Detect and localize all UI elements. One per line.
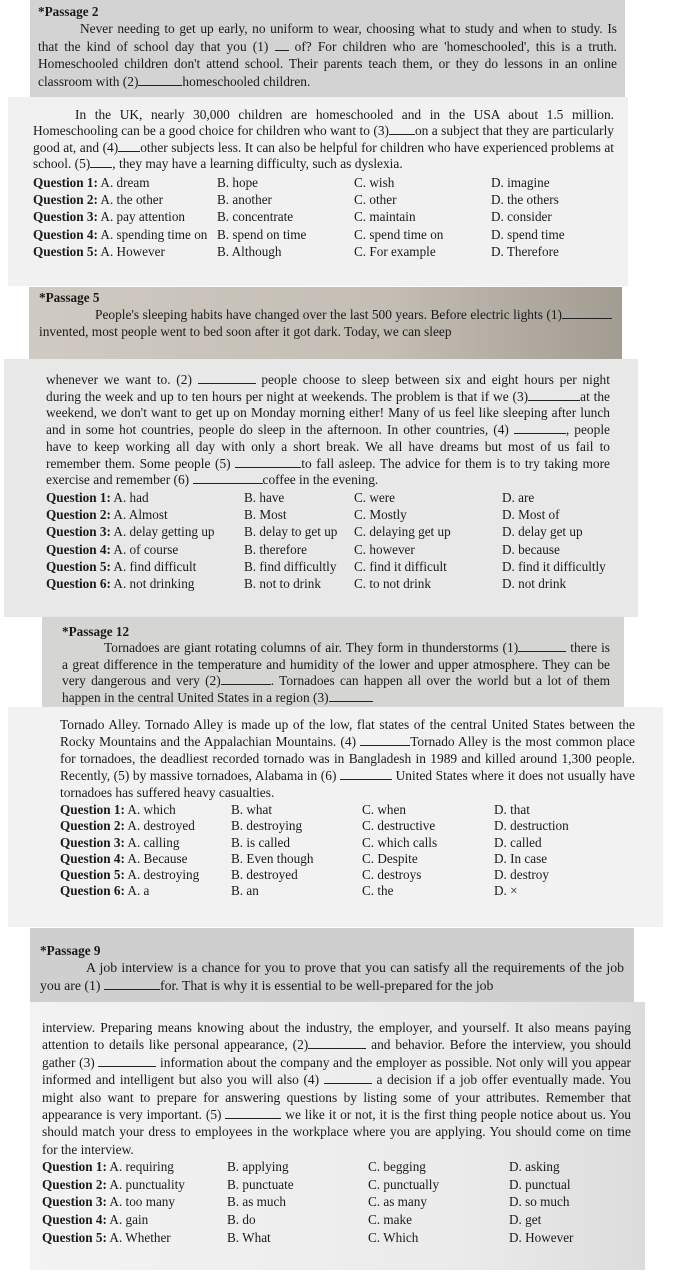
passage9-top-strip xyxy=(30,928,634,1002)
blank-2 xyxy=(138,74,182,86)
option-d: D. are xyxy=(502,489,535,505)
option-c: C. destructive xyxy=(362,818,436,834)
passage2-title: *Passage 2 xyxy=(38,4,99,19)
passage2-intro-text: Never needing to get up early, no uniform to wear, choosing what to study and when to study. Is that the kind of school day that you (1) of? For children who are 'homeschooled', this is a truth. Homeschooled children don't attend school. Their parents teach them, or they do lessons in an online classroom with (2) homeschooled children. xyxy=(38,21,617,89)
option-c: C. begging xyxy=(368,1159,426,1175)
question-row: Question 4: A. Because xyxy=(60,850,188,866)
blank-4 xyxy=(514,422,566,434)
blank-5 xyxy=(90,156,112,168)
option-d: D. spend time xyxy=(491,226,565,242)
passage12-title: *Passage 12 xyxy=(62,624,130,639)
blank-3 xyxy=(389,123,415,135)
question-row: Question 3: A. pay attention xyxy=(33,209,186,225)
option-b: B. do xyxy=(227,1212,256,1228)
question-row: Question 3: A. too many xyxy=(42,1194,175,1210)
question-row: Question 2: A. the other xyxy=(33,192,164,208)
passage2-top-strip xyxy=(30,0,625,97)
blank-6 xyxy=(340,768,392,780)
passage2-bottom-strip xyxy=(8,97,628,286)
question-row: Question 1: A. which xyxy=(60,802,176,817)
passage2-body-text: In the UK, nearly 30,000 children are homeschooled and in the USA about 1.5 million. Homeschooling can be a good choice for children who want to (3) on a subject that they are particularly good at, and (4) other subjects less. It can also be helpful for children who have experienced problems at school. (5) , they may have a learning difficulty, such as dyslexia. xyxy=(33,107,614,172)
option-b: B. therefore xyxy=(244,541,307,557)
question-row: Question 2: A. destroyed xyxy=(60,818,195,834)
option-b: B. Even though xyxy=(231,850,314,866)
passage5-body-text: whenever we want to. (2) people choose to sleep between six and eight hours per night during the week and up to ten hours per night at weekends. The problem is that if we (3) at the weekend, we don't want to get up on Monday morning either! Many of us feel like sleeping after lunch and in some hot countries, people do sleep in the afternoon. In other countries, (4) , people have to keep working all day with only a short break. We all have dreams but most of us fail to remember them. Some people (5) to fall asleep. The advice for them is to try taking more exercise and remember (6) coffee in the evening. xyxy=(46,372,610,488)
option-b: B. Although xyxy=(217,244,282,260)
passage5-title: *Passage 5 xyxy=(39,290,100,305)
option-b: B. hope xyxy=(217,174,259,190)
blank-3 xyxy=(329,690,373,702)
blank-4 xyxy=(118,140,140,152)
option-d: D. get xyxy=(509,1212,542,1228)
passage9-title: *Passage 9 xyxy=(40,943,101,958)
blank-3 xyxy=(98,1055,156,1067)
option-d: D. that xyxy=(494,802,530,817)
option-b: B. an xyxy=(231,883,259,899)
blank-1 xyxy=(104,978,160,990)
option-b: B. destroyed xyxy=(231,867,298,883)
question-row: Question 1: A. requiring xyxy=(42,1159,174,1175)
option-b: B. not to drink xyxy=(244,575,321,591)
option-c: C. as many xyxy=(368,1194,427,1210)
option-c: C. punctually xyxy=(368,1176,440,1192)
blank-4 xyxy=(360,734,410,746)
option-d: D. asking xyxy=(509,1159,560,1175)
option-c: C. find it difficult xyxy=(354,558,447,574)
blank-5 xyxy=(235,456,301,468)
question-row: Question 2: A. punctuality xyxy=(42,1176,185,1192)
option-c: C. to not drink xyxy=(354,575,431,591)
option-b: B. applying xyxy=(227,1159,289,1175)
passage2-questions xyxy=(33,174,614,261)
passage12-top-strip xyxy=(42,617,624,707)
question-row: Question 2: A. Almost xyxy=(46,507,168,523)
option-d: D. Most of xyxy=(502,507,560,523)
passage5-questions xyxy=(46,489,610,592)
question-row: Question 5: A. destroying xyxy=(60,867,200,883)
blank-4 xyxy=(324,1072,372,1084)
option-b: B. What xyxy=(227,1229,271,1245)
option-b: B. destroying xyxy=(231,818,303,834)
question-row: Question 3: A. delay getting up xyxy=(46,524,215,540)
option-d: D. the others xyxy=(491,192,559,208)
option-c: C. delaying get up xyxy=(354,524,451,540)
passage9-bottom-strip xyxy=(30,1002,645,1270)
passage9-questions xyxy=(42,1158,631,1246)
option-c: C. Which xyxy=(368,1229,419,1245)
option-d: D. Therefore xyxy=(491,244,559,260)
passage5-bottom-strip xyxy=(4,359,638,617)
option-b: B. is called xyxy=(231,834,290,850)
option-b: B. Most xyxy=(244,507,287,523)
option-c: C. Mostly xyxy=(354,507,407,523)
passage5-intro-text: People's sleeping habits have changed over the last 500 years. Before electric lights (1) invented, most people went to bed soon after it got dark. Today, we can sleep xyxy=(39,306,612,340)
option-c: C. other xyxy=(354,192,397,208)
passage12-questions xyxy=(60,802,635,900)
option-c: C. Despite xyxy=(362,850,418,866)
question-row: Question 5: A. find difficult xyxy=(46,558,197,574)
option-c: C. maintain xyxy=(354,209,416,225)
option-d: D. destruction xyxy=(494,818,569,834)
question-row: Question 1: A. had xyxy=(46,489,149,505)
option-d: D. destroy xyxy=(494,867,549,883)
option-c: C. which calls xyxy=(362,834,438,850)
option-c: C. make xyxy=(368,1212,412,1228)
option-d: D. find it difficultly xyxy=(502,558,606,574)
passage9-intro-text: A job interview is a chance for you to prove that you can satisfy all the requirements of the job you are (1) for. That is why it is essential to be well-prepared for the job xyxy=(40,960,624,993)
option-c: C. however xyxy=(354,541,415,557)
option-d: D. not drink xyxy=(502,575,567,591)
blank-2 xyxy=(198,372,256,384)
blank-6 xyxy=(193,472,263,484)
question-row: Question 5: A. Whether xyxy=(42,1229,171,1245)
blank-1 xyxy=(275,39,289,51)
question-row: Question 3: A. calling xyxy=(60,834,180,850)
blank-2 xyxy=(308,1037,366,1049)
question-row: Question 4: A. gain xyxy=(42,1212,149,1228)
option-d: D. called xyxy=(494,834,542,850)
option-b: B. what xyxy=(231,802,273,817)
option-b: B. have xyxy=(244,489,285,505)
question-row: Question 4: A. of course xyxy=(46,541,179,557)
option-d: D. However xyxy=(509,1229,574,1245)
option-d: D. consider xyxy=(491,209,552,225)
option-b: B. concentrate xyxy=(217,209,294,225)
question-row: Question 1: A. dream xyxy=(33,174,150,190)
blank-1 xyxy=(518,640,566,652)
option-c: C. spend time on xyxy=(354,226,444,242)
option-d: D. In case xyxy=(494,850,548,866)
option-d: D. × xyxy=(494,883,518,899)
blank-2 xyxy=(221,673,271,685)
question-row: Question 6: A. not drinking xyxy=(46,575,195,591)
option-d: D. so much xyxy=(509,1194,570,1210)
option-c: C. were xyxy=(354,489,396,505)
blank-3 xyxy=(528,389,580,401)
option-b: B. another xyxy=(217,192,272,208)
passage12-intro-text: Tornadoes are giant rotating columns of air. They form in thunderstorms (1) there is a great difference in the temperature and humidity of the lower and upper atmosphere. They can be very dangerous and very (2) . Tornadoes can happen all over the world but a lot of them happen in the central United States in a region (3) xyxy=(62,640,610,705)
option-c: C. destroys xyxy=(362,867,422,883)
blank-1 xyxy=(562,307,612,319)
passage5-top-strip xyxy=(29,287,622,359)
question-row: Question 6: A. a xyxy=(60,883,150,899)
passage12-body-text: Tornado Alley. Tornado Alley is made up of the low, flat states of the central United States between the Rocky Mountains and the Appalachian Mountains. (4) Tornado Alley is the most common place for tornadoes, the deadliest recorded tornado was in Bangladesh in 1989 and killed around 1,300 people. Recently, (5) by massive tornadoes, Alabama in (6) United States where it does not usually have tornadoes has suffered heavy casualties. xyxy=(60,717,636,800)
blank-5 xyxy=(225,1107,281,1119)
option-d: D. because xyxy=(502,541,560,557)
option-b: B. find difficultly xyxy=(244,558,337,574)
option-d: D. punctual xyxy=(509,1176,571,1192)
passage9-body-text: interview. Preparing means knowing about the industry, the employer, and yourself. It also means paying attention to details like personal appearance, (2) and behavior. Before the interview, you should gather (3) information about the company and the employer as possible. Not only will you appear informed and intelligent but also you will also (4) a decision if a job offer eventually made. You might also want to prepare for answering questions by listing some of your attributes. Remember that appearance is very important. (5) we like it or not, it is the first thing people notice about us. You should match your dress to employees in the workplace where you are applying. You should come on time for the interview. xyxy=(42,1020,631,1157)
option-b: B. spend on time xyxy=(217,226,307,242)
option-d: D. imagine xyxy=(491,174,550,190)
option-d: D. delay get up xyxy=(502,524,583,540)
option-c: C. For example xyxy=(354,244,436,260)
passage12-bottom-strip xyxy=(8,707,663,927)
option-c: C. when xyxy=(362,802,406,817)
option-c: C. wish xyxy=(354,174,395,190)
option-b: B. as much xyxy=(227,1194,286,1210)
question-row: Question 4: A. spending time on xyxy=(33,226,208,242)
option-b: B. punctuate xyxy=(227,1176,294,1192)
option-b: B. delay to get up xyxy=(244,524,338,540)
option-c: C. the xyxy=(362,883,394,899)
question-row: Question 5: A. However xyxy=(33,244,165,260)
